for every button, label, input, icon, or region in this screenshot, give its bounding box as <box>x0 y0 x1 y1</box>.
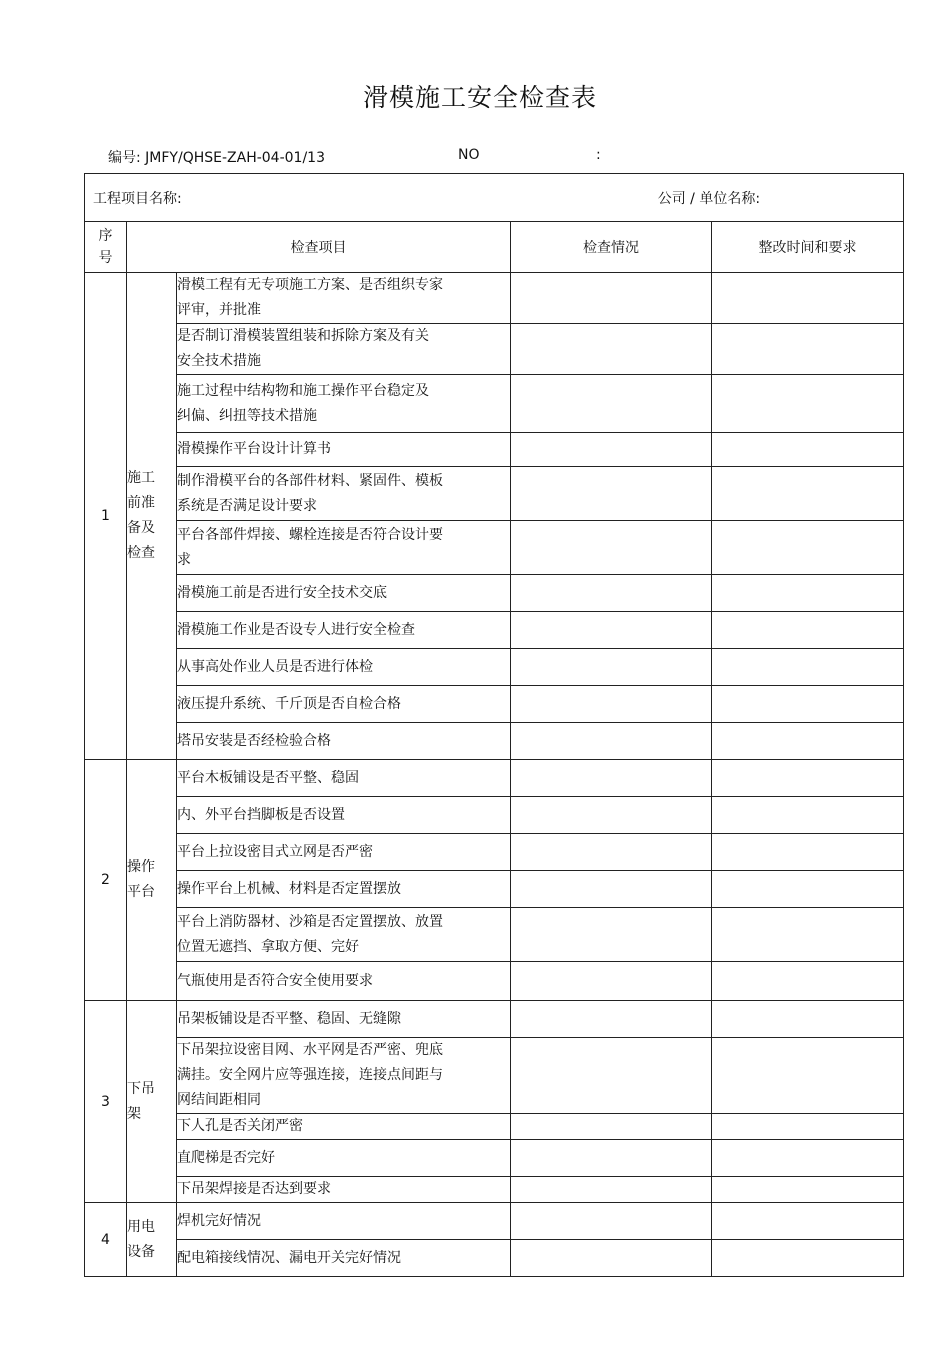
table-row <box>85 871 904 908</box>
check-item-line: 塔吊安装是否经检验合格 <box>177 732 331 749</box>
rectify-cell[interactable] <box>712 575 904 612</box>
table-row <box>85 433 904 467</box>
table-row <box>85 1038 904 1114</box>
table-row <box>85 686 904 723</box>
check-item-line: 气瓶使用是否符合安全使用要求 <box>177 972 373 989</box>
check-item-line: 吊架板铺设是否平整、稳固、无缝隙 <box>177 1010 401 1027</box>
project-info-row <box>85 174 904 222</box>
check-item <box>177 273 511 324</box>
section-number: 1 <box>85 273 127 760</box>
check-item <box>177 1140 511 1177</box>
check-item-line: 平台木板铺设是否平整、稳固 <box>177 769 359 786</box>
table-row <box>85 1240 904 1277</box>
project-name-label: 工程项目名称: <box>93 190 182 207</box>
section-category <box>127 760 177 1001</box>
no-label: NO <box>458 147 480 163</box>
status-cell[interactable] <box>511 467 712 521</box>
company-name-label: 公司 / 单位名称: <box>657 190 761 207</box>
seq-header-top: 序 <box>98 228 113 244</box>
table-row <box>85 1001 904 1038</box>
rectify-cell[interactable] <box>712 1177 904 1203</box>
check-item <box>177 1203 511 1240</box>
check-item <box>177 575 511 612</box>
table-row <box>85 760 904 797</box>
status-cell[interactable] <box>511 871 712 908</box>
status-cell[interactable] <box>511 1114 712 1140</box>
check-item <box>177 686 511 723</box>
table-row <box>85 649 904 686</box>
table-row <box>85 467 904 521</box>
category-line: 备及 <box>127 520 155 536</box>
check-item <box>177 834 511 871</box>
category-line: 用电 <box>127 1218 155 1235</box>
status-cell[interactable] <box>511 797 712 834</box>
status-cell[interactable] <box>511 760 712 797</box>
status-cell[interactable] <box>511 1140 712 1177</box>
check-item-line: 下吊架焊接是否达到要求 <box>177 1181 331 1197</box>
check-item <box>177 649 511 686</box>
check-item-line: 内、外平台挡脚板是否设置 <box>177 806 345 823</box>
check-item <box>177 324 511 375</box>
status-cell[interactable] <box>511 324 712 375</box>
rectify-cell[interactable] <box>712 375 904 433</box>
category-line: 操作 <box>127 859 155 875</box>
status-cell[interactable] <box>511 433 712 467</box>
rectify-cell[interactable] <box>712 612 904 649</box>
check-item-line: 平台上拉设密目式立网是否严密 <box>177 843 373 860</box>
column-header-row <box>85 222 904 273</box>
status-cell[interactable] <box>511 1240 712 1277</box>
check-item-line: 滑模工程有无专项施工方案、是否组织专家 <box>177 277 443 293</box>
check-item-line: 平台各部件焊接、螺栓连接是否符合设计要 <box>177 526 443 543</box>
table-row <box>85 1177 904 1203</box>
check-item <box>177 467 511 521</box>
check-item-line: 位置无遮挡、拿取方便、完好 <box>177 938 359 955</box>
rectify-cell[interactable] <box>712 1140 904 1177</box>
table-row <box>85 324 904 375</box>
page-title: 滑模施工安全检查表 <box>362 83 597 112</box>
category-line: 前准 <box>127 495 155 511</box>
inspection-table <box>84 173 904 1277</box>
check-item-line: 滑模操作平台设计计算书 <box>177 441 331 457</box>
status-cell[interactable] <box>511 962 712 1001</box>
table-row <box>85 834 904 871</box>
rectify-cell[interactable] <box>712 1114 904 1140</box>
section-category <box>127 1203 177 1277</box>
check-item <box>177 723 511 760</box>
check-item <box>177 1114 511 1140</box>
check-item <box>177 797 511 834</box>
rectify-cell[interactable] <box>712 433 904 467</box>
check-item-line: 施工过程中结构物和施工操作平台稳定及 <box>177 382 429 399</box>
check-item-line: 操作平台上机械、材料是否定置摆放 <box>177 880 401 897</box>
table-row <box>85 1140 904 1177</box>
check-item-line: 平台上消防器材、沙箱是否定置摆放、放置 <box>177 913 443 930</box>
status-cell[interactable] <box>511 1038 712 1114</box>
table-row <box>85 723 904 760</box>
check-item-line: 纠偏、纠扭等技术措施 <box>177 407 317 424</box>
check-item <box>177 612 511 649</box>
table-row <box>85 521 904 575</box>
category-line: 平台 <box>127 884 155 900</box>
check-item <box>177 1001 511 1038</box>
check-item-line: 安全技术措施 <box>177 353 261 369</box>
check-item-line: 求 <box>177 551 191 568</box>
rectify-column-header: 整改时间和要求 <box>712 222 904 273</box>
section-number: 2 <box>85 760 127 1001</box>
table-row <box>85 1203 904 1240</box>
rectify-cell[interactable] <box>712 1240 904 1277</box>
section-category <box>127 1001 177 1203</box>
status-cell[interactable] <box>511 686 712 723</box>
category-line: 下吊 <box>127 1080 155 1097</box>
check-item-line: 下人孔是否关闭严密 <box>177 1118 303 1134</box>
check-item-line: 制作滑模平台的各部件材料、紧固件、模板 <box>177 472 443 489</box>
rectify-cell[interactable] <box>712 908 904 962</box>
rectify-cell[interactable] <box>712 1001 904 1038</box>
status-cell[interactable] <box>511 612 712 649</box>
rectify-cell[interactable] <box>712 324 904 375</box>
seq-header-bottom: 号 <box>98 250 113 266</box>
rectify-cell[interactable] <box>712 723 904 760</box>
table-row <box>85 1114 904 1140</box>
check-item-line: 网结间距相同 <box>177 1092 261 1108</box>
check-item-line: 直爬梯是否完好 <box>177 1149 275 1166</box>
status-cell[interactable] <box>511 834 712 871</box>
check-item <box>177 871 511 908</box>
table-row <box>85 908 904 962</box>
status-cell[interactable] <box>511 723 712 760</box>
check-item-line: 液压提升系统、千斤顶是否自检合格 <box>177 695 401 712</box>
check-item <box>177 521 511 575</box>
rectify-cell[interactable] <box>712 467 904 521</box>
check-item-line: 滑模施工作业是否设专人进行安全检查 <box>177 621 415 638</box>
rectify-cell[interactable] <box>712 649 904 686</box>
rectify-cell[interactable] <box>712 797 904 834</box>
rectify-cell[interactable] <box>712 1038 904 1114</box>
check-item <box>177 760 511 797</box>
status-cell[interactable] <box>511 273 712 324</box>
status-cell[interactable] <box>511 1001 712 1038</box>
rectify-cell[interactable] <box>712 834 904 871</box>
check-item <box>177 1177 511 1203</box>
status-cell[interactable] <box>511 649 712 686</box>
check-item <box>177 962 511 1001</box>
item-column-header: 检查项目 <box>127 222 511 273</box>
check-item-line: 焊机完好情况 <box>177 1212 261 1229</box>
rectify-cell[interactable] <box>712 686 904 723</box>
status-cell[interactable] <box>511 575 712 612</box>
rectify-cell[interactable] <box>712 871 904 908</box>
table-row <box>85 797 904 834</box>
category-line: 架 <box>127 1105 141 1122</box>
rectify-cell[interactable] <box>712 1203 904 1240</box>
status-cell[interactable] <box>511 521 712 575</box>
seq-column-header <box>85 222 127 273</box>
check-item <box>177 375 511 433</box>
status-cell[interactable] <box>511 375 712 433</box>
section-number: 4 <box>85 1203 127 1277</box>
status-column-header: 检查情况 <box>511 222 712 273</box>
table-row <box>85 612 904 649</box>
status-cell[interactable] <box>511 1177 712 1203</box>
status-cell[interactable] <box>511 908 712 962</box>
rectify-cell[interactable] <box>712 962 904 1001</box>
check-item <box>177 908 511 962</box>
check-item-line: 从事高处作业人员是否进行体检 <box>177 658 373 675</box>
check-item <box>177 1240 511 1277</box>
status-cell[interactable] <box>511 1203 712 1240</box>
section-category <box>127 273 177 760</box>
no-colon: : <box>596 147 601 163</box>
table-row <box>85 962 904 1001</box>
document-code: 编号: JMFY/QHSE-ZAH-04-01/13 <box>108 150 325 166</box>
category-line: 检查 <box>127 545 155 561</box>
rectify-cell[interactable] <box>712 273 904 324</box>
table-row <box>85 273 904 324</box>
check-item-line: 配电箱接线情况、漏电开关完好情况 <box>177 1249 401 1266</box>
table-row <box>85 375 904 433</box>
check-item-line: 滑模施工前是否进行安全技术交底 <box>177 584 387 601</box>
table-row <box>85 575 904 612</box>
check-item-line: 满挂。安全网片应等强连接，连接点间距与 <box>177 1067 443 1083</box>
check-item-line: 评审，并批准 <box>177 302 261 318</box>
section-number: 3 <box>85 1001 127 1203</box>
check-item-line: 系统是否满足设计要求 <box>177 497 317 514</box>
check-item-line: 下吊架拉设密目网、水平网是否严密、兜底 <box>177 1042 443 1058</box>
category-line: 施工 <box>127 470 155 486</box>
check-item <box>177 433 511 467</box>
rectify-cell[interactable] <box>712 521 904 575</box>
check-item <box>177 1038 511 1114</box>
category-line: 设备 <box>127 1243 155 1260</box>
project-info-cell <box>85 174 904 222</box>
rectify-cell[interactable] <box>712 760 904 797</box>
check-item-line: 是否制订滑模装置组装和拆除方案及有关 <box>177 328 429 344</box>
